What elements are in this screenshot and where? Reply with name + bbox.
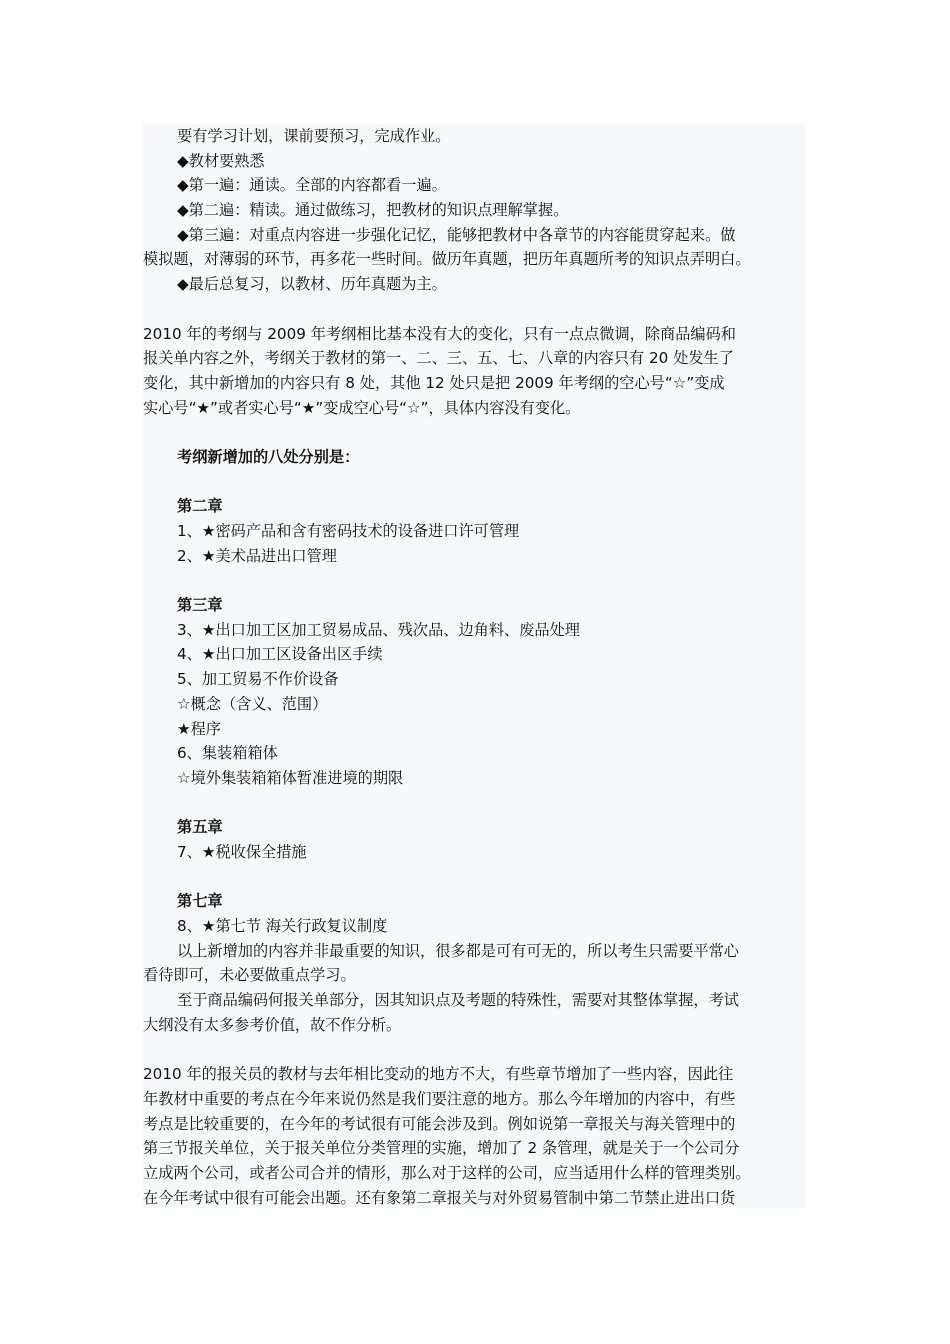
bullet-line: ◆最后总复习，以教材、历年真题为主。	[177, 275, 447, 294]
paragraph-line: 看待即可，未必要做重点学习。	[143, 966, 356, 985]
list-item: 7、★税收保全措施	[177, 842, 307, 861]
paragraph-line: 报关单内容之外，考纲关于教材的第一、二、三、五、七、八章的内容只有 20 处发生了	[143, 349, 734, 368]
list-item: 6、集装箱箱体	[177, 744, 278, 763]
paragraph-line: 要有学习计划，课前要预习，完成作业。	[177, 127, 451, 145]
blank-line	[143, 568, 805, 593]
blank-line	[143, 420, 805, 445]
document-text-block	[143, 124, 805, 1208]
paragraph-line: 2010 年的考纲与 2009 年考纲相比基本没有大的变化，只有一点点微调，除商品编码和	[143, 324, 736, 343]
bullet-line: ◆第一遍：通读。全部的内容都看一遍。	[177, 176, 447, 195]
paragraph-line: 立成两个公司，或者公司合并的情形，那么对于这样的公司，应当适用什么样的管理类别。	[143, 1163, 751, 1182]
chapter-heading: 第二章	[177, 497, 223, 516]
bullet-line: ◆教材要熟悉	[177, 151, 265, 170]
section-heading: 考纲新增加的八处分别是：	[177, 447, 360, 466]
list-item: ☆境外集装箱箱体暂准进境的期限	[177, 768, 404, 787]
blank-line	[143, 865, 805, 890]
list-item: ☆概念（含义、范围）	[177, 694, 328, 713]
list-item: 4、★出口加工区设备出区手续	[177, 645, 383, 664]
chapter-heading: 第三章	[177, 596, 223, 615]
bullet-line: ◆第三遍：对重点内容进一步强化记忆，能够把教材中各章节的内容能贯穿起来。做	[177, 225, 736, 244]
paragraph-line: 以上新增加的内容并非最重要的知识，很多都是可有可无的，所以考生只需要平常心	[177, 941, 739, 960]
list-item: 1、★密码产品和含有密码技术的设备进口许可管理	[177, 522, 520, 540]
list-item: 2、★美术品进出口管理	[177, 546, 337, 565]
blank-line	[143, 1037, 805, 1062]
blank-line	[143, 791, 805, 816]
paragraph-line: 考点是比较重要的，在今年的考试很有可能会涉及到。例如说第一章报关与海关管理中的	[143, 1114, 736, 1133]
paragraph-line: 至于商品编码何报关单部分，因其知识点及考题的特殊性，需要对其整体掌握，考试	[177, 991, 739, 1010]
list-item: ★程序	[177, 719, 221, 738]
paragraph-line: 2010 年的报关员的教材与去年相比变动的地方不大，有些章节增加了一些内容，因此往	[143, 1065, 734, 1084]
bullet-line: ◆第二遍：精读。通过做练习，把教材的知识点理解掌握。	[177, 201, 569, 220]
paragraph-line: 实心号“★”或者实心号“★”变成空心号“☆”，具体内容没有变化。	[143, 398, 581, 417]
list-item: 5、加工贸易不作价设备	[177, 670, 339, 689]
paragraph-line: 变化，其中新增加的内容只有 8 处，其他 12 处只是把 2009 年考纲的空心号“☆”变成	[143, 373, 725, 392]
paragraph-line: 在今年考试中很有可能会出题。还有象第二章报关与对外贸易管制中第二节禁止进出口货	[143, 1188, 736, 1207]
paragraph-line: 年教材中重要的考点在今年来说仍然是我们要注意的地方。那么今年增加的内容中，有些	[143, 1089, 736, 1108]
blank-line	[143, 297, 805, 322]
blank-line	[143, 470, 805, 495]
chapter-heading: 第五章	[177, 818, 223, 837]
list-item: 8、★第七节 海关行政复议制度	[177, 917, 388, 935]
paragraph-line: 大纲没有太多参考价值，故不作分析。	[143, 1015, 402, 1034]
list-item: 3、★出口加工区加工贸易成品、残次品、边角料、废品处理	[177, 620, 580, 639]
paragraph-line: 模拟题，对薄弱的环节，再多花一些时间。做历年真题，把历年真题所考的知识点弄明白。	[143, 250, 751, 269]
paragraph-line: 第三节报关单位，关于报关单位分类管理的实施，增加了 2 条管理，就是关于一个公司分	[143, 1139, 740, 1158]
chapter-heading: 第七章	[177, 892, 223, 911]
